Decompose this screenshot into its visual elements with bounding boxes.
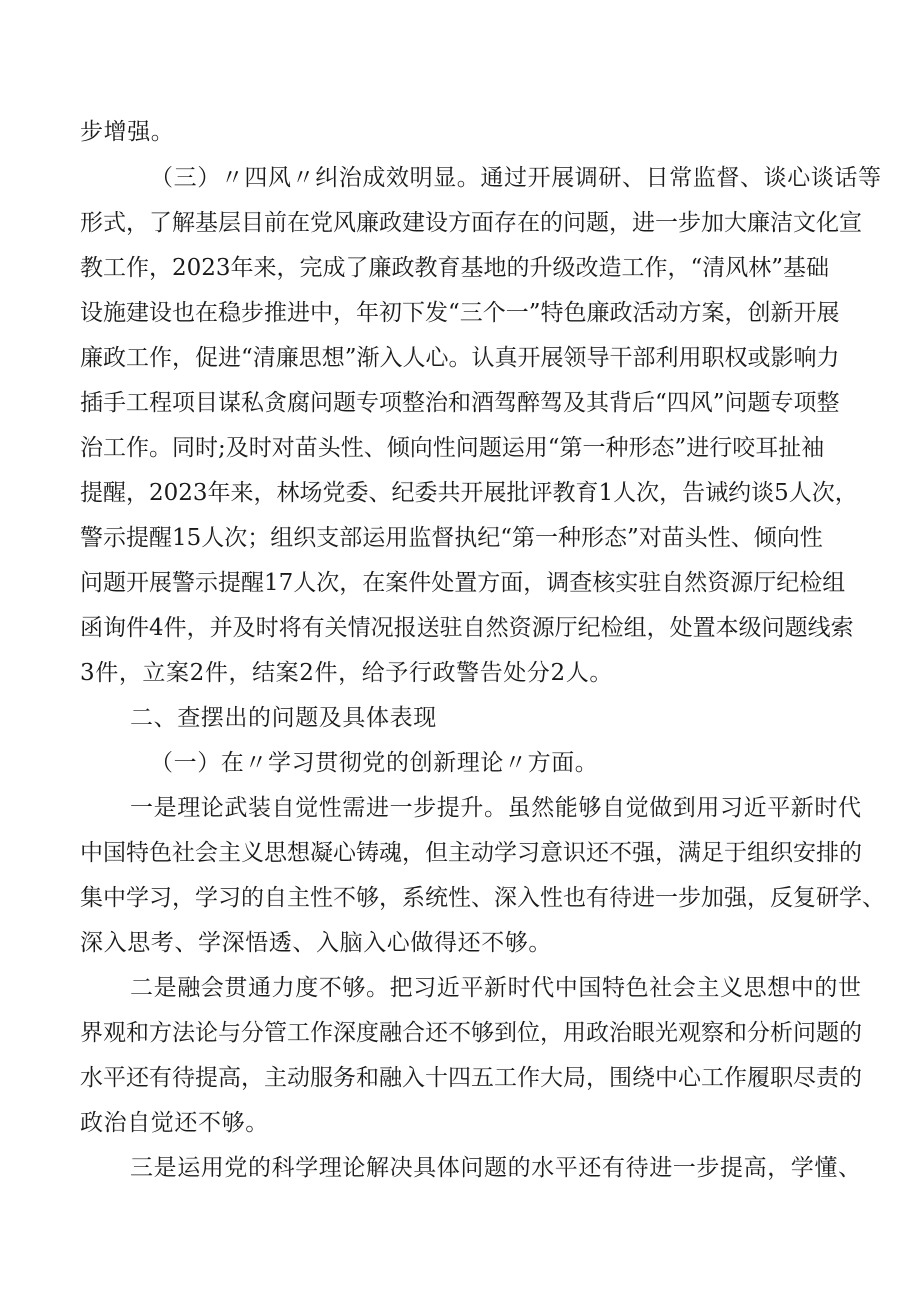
paragraph-start: 一是理论武装自觉性需进一步提升。虽然能够自觉做到用习近平新时代 — [130, 795, 862, 821]
paragraph-start: 二是融会贯通力度不够。把习近平新时代中国特色社会主义思想中的世 — [130, 975, 862, 1001]
text-line: 教工作，2023年来，完成了廉政教育基地的升级改造工作，“清风林”基础 — [80, 255, 830, 281]
text-line: 深入思考、学深悟透、入脑入心做得还不够。 — [80, 930, 552, 956]
text-line: 形式，了解基层目前在党风廉政建设方面存在的问题，进一步加大廉洁文化宣 — [80, 210, 862, 236]
subsection-heading-1: （一）在〃学习贯彻党的创新理论〃方面。 — [150, 750, 599, 776]
text-line: 警示提醒15人次；组织支部运用监督执纪“第一种形态”对苗头性、倾向性 — [80, 525, 823, 551]
text-line: 提醒，2023年来，林场党委、纪委共开展批评教育1人次，告诫约谈5人次， — [80, 480, 858, 506]
text-line: 水平还有待提高，主动服务和融入十四五工作大局，围绕中心工作履职尽责的 — [80, 1065, 862, 1091]
text-line: 治工作。同时;及时对苗头性、倾向性问题运用“第一种形态”进行咬耳扯袖 — [80, 435, 825, 461]
text-line: 3件，立案2件，结案2件，给予行政警告处分2人。 — [80, 660, 613, 686]
paragraph-start: 三是运用党的科学理论解决具体问题的水平还有待进一步提高，学懂、 — [130, 1155, 862, 1181]
text-line: 廉政工作，促进“清廉思想”渐入人心。认真开展领导干部利用职权或影响力 — [80, 345, 840, 371]
text-line: 集中学习，学习的自主性不够，系统性、深入性也有待进一步加强，反复研学、 — [80, 885, 885, 911]
section-heading-2: 二、查摆出的问题及具体表现 — [130, 705, 437, 731]
section-heading-3: （三）〃四风〃纠治成效明显。通过开展调研、日常监督、谈心谈话等 — [150, 165, 882, 191]
text-line: 政治自觉还不够。 — [80, 1110, 269, 1136]
text-line: 步增强。 — [80, 119, 175, 145]
text-line: 插手工程项目谋私贪腐问题专项整治和酒驾醉驾及其背后“四风”问题专项整 — [80, 390, 840, 416]
text-line: 界观和方法论与分管工作深度融合还不够到位，用政治眼光观察和分析问题的 — [80, 1020, 862, 1046]
text-line: 设施建设也在稳步推进中，年初下发“三个一”特色廉政活动方案，创新开展 — [80, 300, 840, 326]
text-line: 函询件4件，并及时将有关情况报送驻自然资源厅纪检组，处置本级问题线索 — [80, 615, 854, 641]
text-line: 问题开展警示提醒17人次，在案件处置方面，调查核实驻自然资源厅纪检组 — [80, 570, 846, 596]
text-line: 中国特色社会主义思想凝心铸魂，但主动学习意识还不强，满足于组织安排的 — [80, 840, 862, 866]
